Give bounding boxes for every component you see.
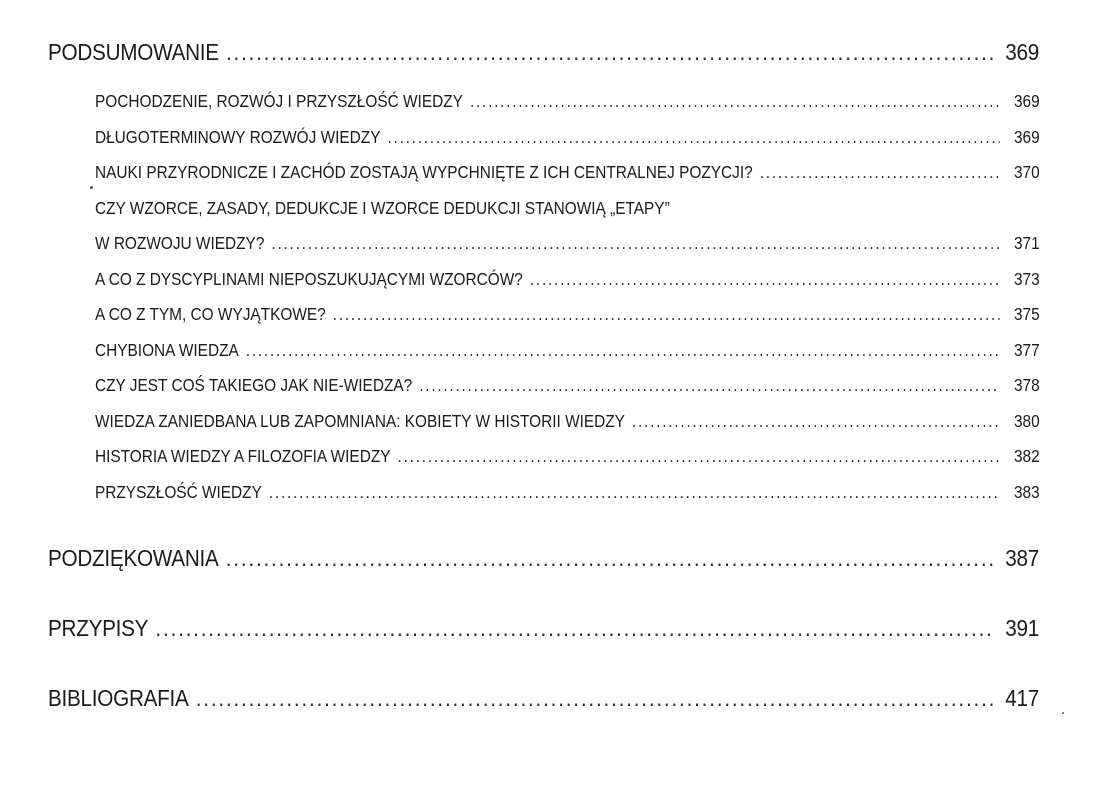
toc-subentry[interactable] — [95, 404, 1040, 440]
toc-subentry-title: DŁUGOTERMINOWY ROZWÓJ WIEDZY — [95, 126, 381, 147]
dot-leader — [398, 439, 1000, 475]
toc-subentry-title: HISTORIA WIEDZY A FILOZOFIA WIEDZY — [95, 446, 391, 466]
toc-subentry-page: 377 — [1013, 339, 1040, 360]
toc-subentry[interactable] — [95, 439, 1040, 475]
dot-leader — [155, 610, 994, 646]
toc-entry-title: PODZIĘKOWANIA — [48, 545, 219, 571]
toc-subentry-page: 373 — [1013, 268, 1040, 289]
toc-subentry[interactable] — [95, 120, 1040, 156]
dot-leader — [269, 475, 999, 511]
toc-entry-podziekowania[interactable] — [48, 540, 1039, 576]
toc-subentry-title: PRZYSZŁOŚĆ WIEDZY — [95, 481, 262, 502]
toc-subentry[interactable] — [95, 191, 1040, 227]
toc-entry-title: PRZYPISY — [48, 615, 149, 641]
scan-speck — [90, 186, 93, 189]
toc-subentry-page: 380 — [1013, 410, 1040, 431]
toc-subentry-title: CZY WZORCE, ZASADY, DEDUKCJE I WZORCE DEDUKCJI STANOWIĄ „ETAPY” — [95, 197, 670, 218]
toc-subentry[interactable] — [95, 368, 1040, 404]
toc-subentry-title: CHYBIONA WIEDZA — [95, 339, 239, 360]
toc-subentry[interactable] — [95, 84, 1040, 120]
dot-leader — [760, 155, 999, 191]
toc-entry-bibliografia[interactable] — [48, 680, 1039, 716]
toc-subentry-page: 370 — [1013, 162, 1040, 182]
toc-entry-page: 387 — [1005, 545, 1039, 571]
toc-entry-page: 369 — [1005, 39, 1039, 65]
dot-leader — [271, 226, 999, 262]
toc-subentry[interactable] — [95, 475, 1040, 511]
toc-subentry-page: 371 — [1013, 233, 1040, 253]
dot-leader — [470, 84, 999, 120]
dot-leader — [246, 333, 999, 369]
dot-leader — [226, 540, 994, 576]
toc-entry-page: 391 — [1005, 615, 1039, 641]
toc-entry-page: 417 — [1005, 685, 1039, 711]
toc-subentry-title: CZY JEST COŚ TAKIEGO JAK NIE-WIEDZA? — [95, 375, 413, 395]
dot-leader — [196, 680, 994, 716]
toc-subentry-title: A CO Z TYM, CO WYJĄTKOWE? — [95, 304, 326, 324]
toc-subentry-page: 375 — [1013, 304, 1040, 324]
toc-subentry-title: POCHODZENIE, ROZWÓJ I PRZYSZŁOŚĆ WIEDZY — [95, 91, 463, 111]
dot-leader — [388, 120, 1000, 156]
toc-subentry-page: 382 — [1013, 446, 1040, 466]
dot-leader — [226, 34, 994, 70]
toc-subentry-title: WIEDZA ZANIEDBANA LUB ZAPOMNIANA: KOBIETY W HISTORII WIEDZY — [95, 410, 625, 431]
toc-subentry[interactable] — [95, 333, 1040, 369]
table-of-contents — [48, 34, 1040, 716]
toc-subentry-title: W ROZWOJU WIEDZY? — [95, 233, 265, 253]
toc-entry-podsumowanie[interactable] — [48, 34, 1039, 70]
toc-subentry[interactable] — [95, 262, 1040, 298]
toc-entry-przypisy[interactable] — [48, 610, 1039, 646]
subsection-list — [95, 84, 1040, 510]
toc-subentry-title: A CO Z DYSCYPLINAMI NIEPOSZUKUJĄCYMI WZORCÓW? — [95, 268, 523, 289]
toc-subentry-page: 369 — [1013, 91, 1040, 111]
toc-entry-title: PODSUMOWANIE — [48, 39, 219, 65]
toc-subentry-title: NAUKI PRZYRODNICZE I ZACHÓD ZOSTAJĄ WYPCHNIĘTE Z ICH CENTRALNEJ POZYCJI? — [95, 162, 753, 182]
dot-leader — [419, 368, 999, 404]
toc-entry-title: BIBLIOGRAFIA — [48, 685, 189, 711]
scan-speck — [1062, 712, 1064, 714]
toc-subentry-page: 383 — [1013, 481, 1040, 502]
toc-subentry-page: 378 — [1013, 375, 1040, 395]
toc-subentry[interactable] — [95, 297, 1040, 333]
toc-subentry[interactable] — [95, 155, 1040, 191]
dot-leader — [632, 404, 999, 440]
toc-subentry[interactable] — [95, 226, 1040, 262]
dot-leader — [333, 297, 999, 333]
toc-subentry-page: 369 — [1013, 126, 1040, 147]
dot-leader — [530, 262, 999, 298]
